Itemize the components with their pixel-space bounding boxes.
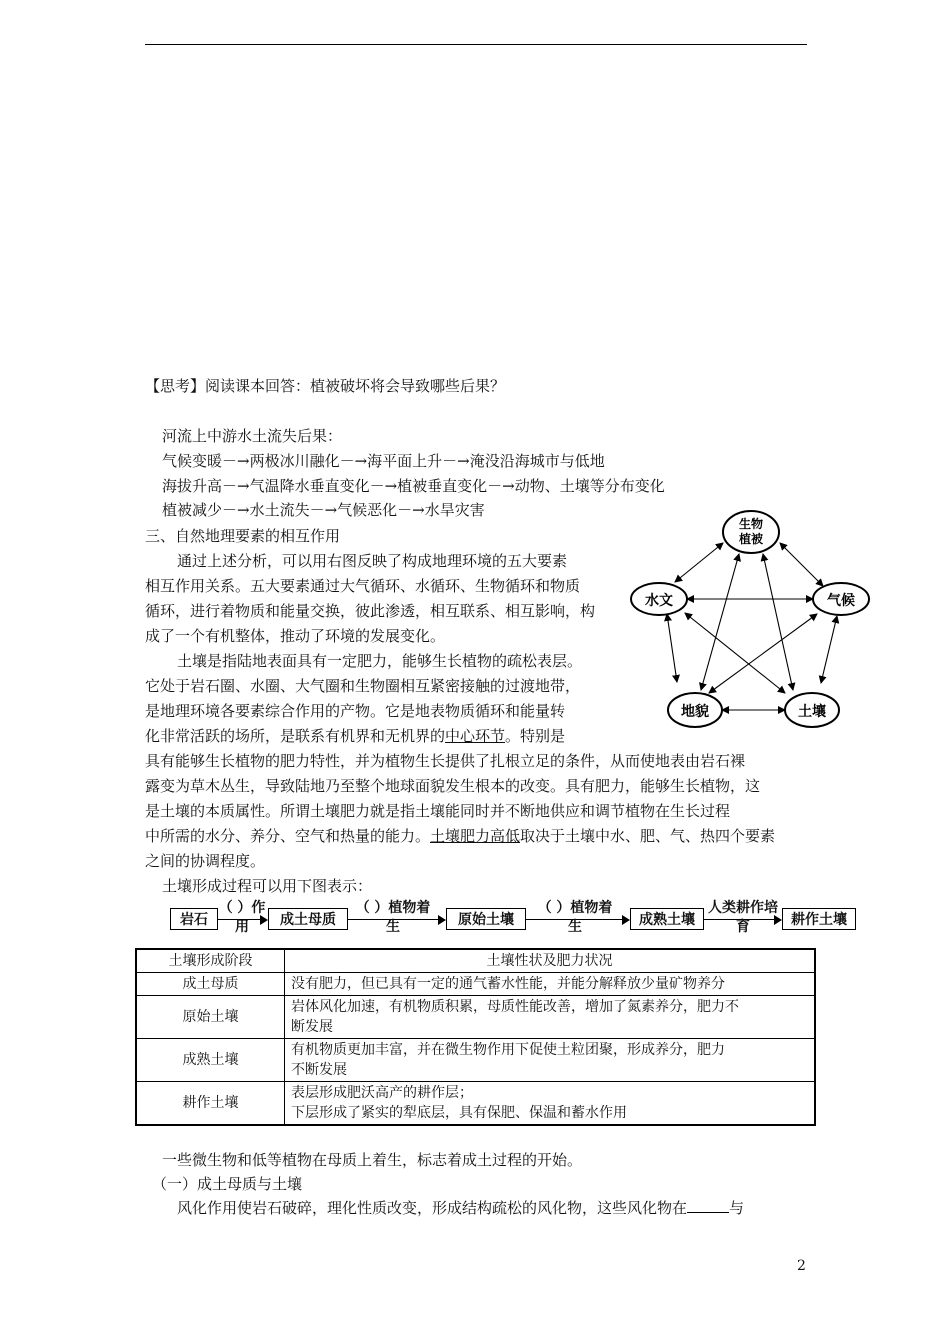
think-prompt: 【思考】阅读课本回答：植被破坏将会导致哪些后果？ [145,377,506,395]
flow-box: 原始土壤 [446,908,526,930]
stage-cell: 成土母质 [136,973,285,996]
desc-line: 不断发展 [291,1062,347,1078]
node-water-label: 水文 [645,593,673,609]
paragraph-line: 是地理环境各要素综合作用的产物。它是地表物质循环和能量转 [145,702,566,720]
paragraph-line [177,1198,744,1218]
table-header-row [136,949,815,973]
paragraph-line: 通过上述分析，可以用右图反映了构成地理环境的五大要素 [177,552,568,570]
paragraph-line: 土壤是指陆地表面具有一定肥力，能够生长植物的疏松表层。 [177,652,583,670]
flow-box: 成土母质 [268,908,348,930]
flow-box: 耕作土壤 [782,908,856,930]
table-row [136,996,815,1039]
desc-line: 岩体风化加速，有机物质积累，母质性能改善，增加了氮素养分，肥力不 [291,999,739,1015]
header-rule [145,44,807,45]
text-span: 中所需的水分、养分、空气和热量的能力。 [145,827,431,845]
paragraph-line: 循环，进行着物质和能量交换，彼此渗透，相互联系、相互影响，构 [145,602,596,620]
text-span: 与 [729,1199,745,1217]
fill-blank [687,1198,729,1213]
paragraph-line [145,826,775,846]
node-climate [813,583,869,615]
consequence-chain: 植被减少－→水土流失－→气候恶化－→水旱灾害 [162,501,485,519]
node-landform-label: 地貌 [681,704,709,720]
page-number: 2 [797,1258,806,1274]
underlined-term: 中心环节 [445,727,506,745]
flow-box: 成熟土壤 [630,908,704,930]
text-span: 风化作用使岩石破碎，理化性质改变，形成结构疏松的风化物，这些风化物在 [177,1199,688,1217]
table-row [136,1039,815,1082]
flow-label-line1: （ ）植物着 [537,900,613,916]
underlined-term: 土壤肥力高低 [430,827,521,845]
flow-label-line1: （ ）植物着 [355,900,431,916]
flow-label-line2: 育 [736,919,750,935]
desc-line: 没有肥力，但已具有一定的通气蓄水性能，并能分解释放少量矿物养分 [291,976,725,992]
section-heading: 三、自然地理要素的相互作用 [145,527,341,545]
desc-line: 有机物质更加丰富，并在微生物作用下促使土粒团聚，形成养分，肥力 [291,1042,725,1058]
flow-box: 岩石 [170,908,218,930]
paragraph-line: 具有能够生长植物的肥力特性，并为植物生长提供了扎根立足的条件，从而使地表由岩石裸 [145,752,746,770]
paragraph-line: 露变为草木丛生，导致陆地乃至整个地球面貌发生根本的改变。具有肥力，能够生长植物，这 [145,777,761,795]
table-row [136,1082,815,1126]
paragraph-line [145,726,565,746]
node-soil-label: 土壤 [798,704,826,720]
paragraph-line: 一些微生物和低等植物在母质上着生，标志着成土过程的开始。 [162,1151,583,1169]
desc-line: 下层形成了紧实的犁底层，具有保肥、保温和蓄水作用 [291,1105,627,1121]
node-landform [668,693,722,727]
desc-cell [285,1082,816,1126]
text-span: 化非常活跃的场所，是联系有机界和无机界的 [145,727,446,745]
flow-label-line2: 用 [235,919,249,935]
desc-cell [285,1039,816,1082]
table-header: 土壤性状及肥力状况 [285,949,816,973]
paragraph-line: 相互作用关系。五大要素通过大气循环、水循环、生物循环和物质 [145,577,581,595]
node-bio [723,511,779,553]
node-bio-label1: 生物 [738,517,764,531]
stage-cell: 成熟土壤 [136,1039,285,1082]
node-climate-label: 气候 [827,593,855,609]
desc-line: 表层形成肥沃高产的耕作层； [291,1085,473,1101]
flow-label-line2: 生 [386,919,400,935]
table-row [136,973,815,996]
interaction-arrows [667,543,837,710]
flow-label-line1: （ ）作 [218,900,266,916]
flow-intro: 土壤形成过程可以用下图表示： [162,877,373,895]
desc-cell [285,973,816,996]
consequence-chain: 气候变暖－→两极冰川融化－→海平面上升－→淹没沿海城市与低地 [162,452,605,470]
desc-cell [285,996,816,1039]
node-bio-label2: 植被 [738,532,764,546]
flow-label-line1: 人类耕作培 [708,900,778,916]
soil-formation-flow [160,900,860,946]
think-subtitle: 河流上中游水土流失后果： [162,427,343,445]
soil-stage-table [135,948,816,1126]
stage-cell: 耕作土壤 [136,1082,285,1126]
table-header: 土壤形成阶段 [136,949,285,973]
paragraph-line: 之间的协调程度。 [145,852,266,870]
paragraph-line: 它处于岩石圈、水圈、大气圈和生物圈相互紧密接触的过渡地带， [145,677,581,695]
paragraph-line: 是土壤的本质属性。所谓土壤肥力就是指土壤能同时并不断地供应和调节植物在生长过程 [145,802,731,820]
flow-label-line2: 生 [568,919,582,935]
text-span: 。特别是 [505,727,566,745]
paragraph-line: 成了一个有机整体，推动了环境的发展变化。 [145,627,446,645]
text-span: 取决于土壤中水、肥、气、热四个要素 [520,827,776,845]
consequence-chain: 海拔升高－→气温降水垂直变化－→植被垂直变化－→动物、土壤等分布变化 [162,477,665,495]
subsection-heading: （一）成土母质与土壤 [152,1175,303,1193]
five-elements-diagram [625,510,875,735]
desc-line: 断发展 [291,1019,333,1035]
node-soil [785,693,839,727]
node-water [631,583,687,615]
stage-cell: 原始土壤 [136,996,285,1039]
